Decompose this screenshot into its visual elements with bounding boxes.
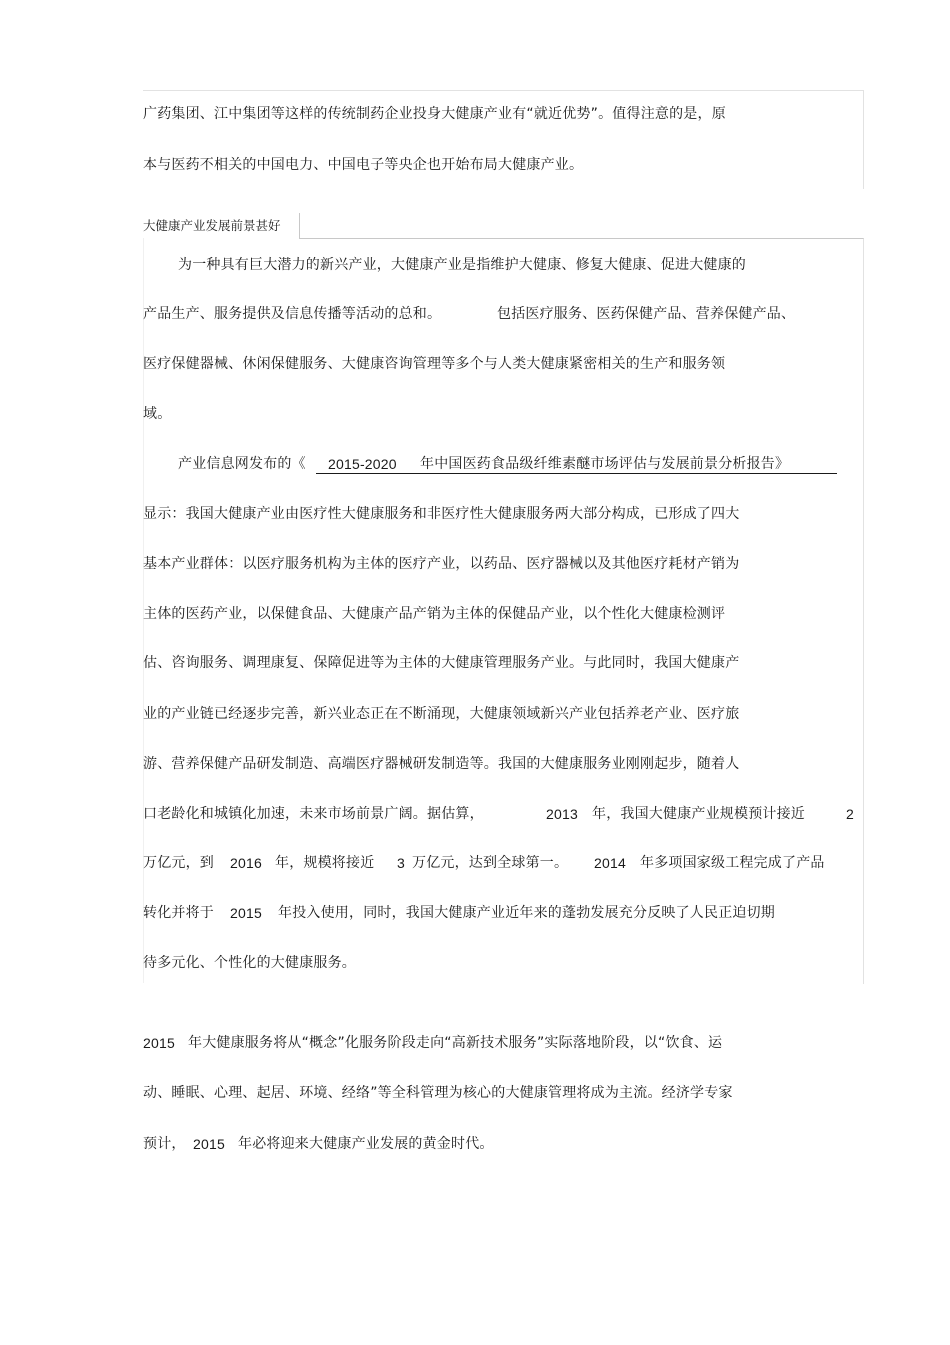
section-title-tab: 大健康产业发展前景甚好 — [143, 213, 300, 238]
report-year: 2015-2020 — [328, 456, 397, 472]
body-text-line: 年多项国家级工程完成了产品 — [640, 855, 825, 871]
body-text-line: 基本产业群体：以医疗服务机构为主体的医疗产业，以药品、医疗器械以及其他医疗耗材产销为 — [143, 556, 740, 572]
body-text-line: 游、营养保健产品研发制造、高端医疗器械研发制造等。我国的大健康服务业刚刚起步，随着人 — [143, 756, 740, 772]
body-text-line: 年，规模将接近 — [275, 855, 375, 871]
body-number: 2014 — [594, 855, 626, 871]
body-text-line: 预计， — [143, 1136, 186, 1152]
body-text-line: 年必将迎来大健康产业发展的黄金时代。 — [238, 1136, 494, 1152]
body-text-line: 为一种具有巨大潜力的新兴产业，大健康产业是指维护大健康、修复大健康、促进大健康的 — [178, 257, 746, 273]
body-text-line: 估、咨询服务、调理康复、保障促进等为主体的大健康管理服务产业。与此同时，我国大健康产 — [143, 655, 740, 671]
body-text-line: 医疗保健器械、休闲保健服务、大健康咨询管理等多个与人类大健康紧密相关的生产和服务领 — [143, 356, 726, 372]
report-title: 年中国医药食品级纤维素醚市场评估与发展前景分析报告》 — [420, 456, 790, 472]
body-text-line: 动、睡眠、心理、起居、环境、经络”等全科管理为核心的大健康管理将成为主流。经济学专家 — [143, 1085, 733, 1101]
body-number: 2013 — [546, 806, 578, 822]
body-text-line: 万亿元，达到全球第一。 — [412, 855, 569, 871]
body-text-line: 域。 — [143, 406, 172, 422]
body-text-line: 待多元化、个性化的大健康服务。 — [143, 955, 356, 971]
body-text-line: 业的产业链已经逐步完善，新兴业态正在不断涌现，大健康领域新兴产业包括养老产业、医疗旅 — [143, 706, 740, 722]
body-text-line: 转化并将于 — [143, 905, 214, 921]
body-text-line: 年大健康服务将从“概念”化服务阶段走向“高新技术服务”实际落地阶段，以“饮食、运 — [188, 1035, 723, 1051]
body-number: 2015 — [193, 1136, 225, 1152]
body-text-line: 广药集团、江中集团等这样的传统制药企业投身大健康产业有“就近优势”。值得注意的是，原 — [143, 106, 726, 122]
body-text-line: 包括医疗服务、医药保健产品、营养保健产品、 — [497, 306, 796, 322]
body-text-line: 年投入使用，同时，我国大健康产业近年来的蓬勃发展充分反映了人民正迫切期 — [278, 905, 775, 921]
body-text-line: 显示：我国大健康产业由医疗性大健康服务和非医疗性大健康服务两大部分构成，已形成了四大 — [143, 506, 740, 522]
body-number: 2016 — [230, 855, 262, 871]
body-text-line: 万亿元，到 — [143, 855, 214, 871]
body-text-line: 年，我国大健康产业规模预计接近 — [592, 806, 805, 822]
body-text-line: 产品生产、服务提供及信息传播等活动的总和。 — [143, 306, 442, 322]
body-text-line: 口老龄化和城镇化加速，未来市场前景广阔。据估算， — [143, 806, 484, 822]
report-title-underline — [316, 473, 837, 474]
body-number: 3 — [397, 855, 405, 871]
body-text-line: 产业信息网发布的《 — [178, 456, 306, 472]
body-number: 2015 — [230, 905, 262, 921]
body-number: 2015 — [143, 1035, 175, 1051]
body-text-line: 主体的医药产业，以保健食品、大健康产品产销为主体的保健品产业，以个性化大健康检测评 — [143, 606, 726, 622]
body-number: 2 — [846, 806, 854, 822]
body-text-line: 本与医药不相关的中国电力、中国电子等央企也开始布局大健康产业。 — [143, 157, 584, 173]
